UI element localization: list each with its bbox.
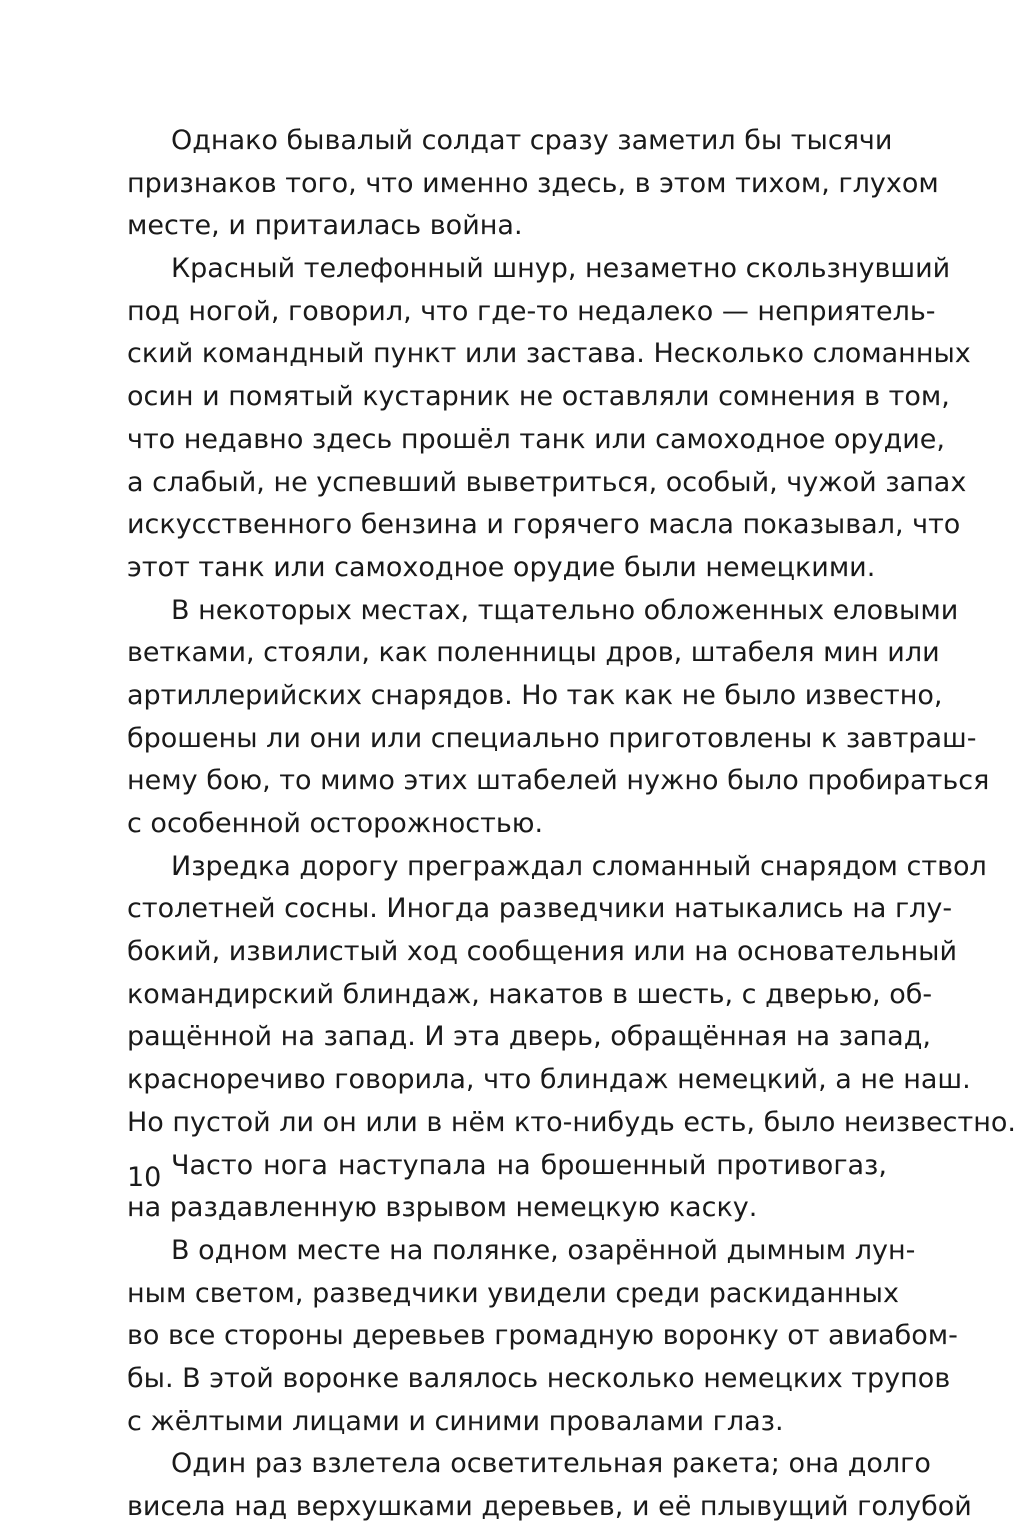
text-line: во все стороны деревьев громадную воронку от авиабом-	[127, 1320, 958, 1352]
text-line: Красный телефонный шнур, незаметно скользнувший	[171, 253, 951, 285]
text-line: бы. В этой воронке валялось несколько немецких трупов	[127, 1362, 951, 1394]
body-text	[127, 120, 1016, 1529]
text-line: Один раз взлетела осветительная ракета; она долго	[171, 1448, 931, 1480]
text-line: ным светом, разведчики увидели среди раскиданных	[127, 1277, 899, 1309]
text-line: искусственного бензина и горячего масла показывал, что	[127, 509, 961, 541]
text-line: что недавно здесь прошёл танк или самоходное орудие,	[127, 423, 945, 455]
text-line: красноречиво говорила, что блиндаж немецкий, а не наш.	[127, 1064, 971, 1096]
text-line: брошены ли они или специально приготовлены к завтраш-	[127, 722, 977, 754]
text-line: осин и помятый кустарник не оставляли сомнения в том,	[127, 381, 950, 413]
text-line: этот танк или самоходное орудие были немецкими.	[127, 551, 876, 583]
text-line: нему бою, то мимо этих штабелей нужно было пробираться	[127, 765, 990, 797]
text-line: ский командный пункт или застава. Несколько сломанных	[127, 338, 971, 370]
text-line: столетней сосны. Иногда разведчики натыкались на глу-	[127, 893, 953, 925]
text-line: Часто нога наступала на брошенный противогаз,	[171, 1149, 887, 1181]
text-line: Но пустой ли он или в нём кто-нибудь есть, было неизвестно.	[127, 1106, 1016, 1138]
text-line: В одном месте на полянке, озарённой дымным лун-	[171, 1234, 916, 1266]
text-line: бокий, извилистый ход сообщения или на основательный	[127, 936, 958, 968]
text-line: ветками, стояли, как поленницы дров, штабеля мин или	[127, 637, 940, 669]
text-line: командирский блиндаж, накатов в шесть, с дверью, об-	[127, 978, 933, 1010]
text-line: признаков того, что именно здесь, в этом тихом, глухом	[127, 167, 939, 199]
text-line: Изредка дорогу преграждал сломанный снарядом ствол	[171, 850, 987, 882]
text-line: висела над верхушками деревьев, и её плывущий голубой	[127, 1491, 972, 1522]
text-line: а слабый, не успевший выветриться, особый, чужой запах	[127, 466, 967, 498]
text-line: месте, и притаилась война.	[127, 210, 523, 242]
text-line: ращённой на запад. И эта дверь, обращённая на запад,	[127, 1021, 931, 1053]
page-number: 10	[127, 1162, 162, 1193]
text-line: на раздавленную взрывом немецкую каску.	[127, 1192, 758, 1224]
text-line: Однако бывалый солдат сразу заметил бы тысячи	[171, 125, 893, 156]
text-line: с жёлтыми лицами и синими провалами глаз.	[127, 1405, 784, 1437]
text-line: В некоторых местах, тщательно обложенных еловыми	[171, 594, 959, 626]
text-line: с особенной осторожностью.	[127, 808, 544, 839]
text-line: артиллерийских снарядов. Но так как не было известно,	[127, 679, 943, 711]
text-line: под ногой, говорил, что где-то недалеко — неприятель-	[127, 295, 936, 327]
